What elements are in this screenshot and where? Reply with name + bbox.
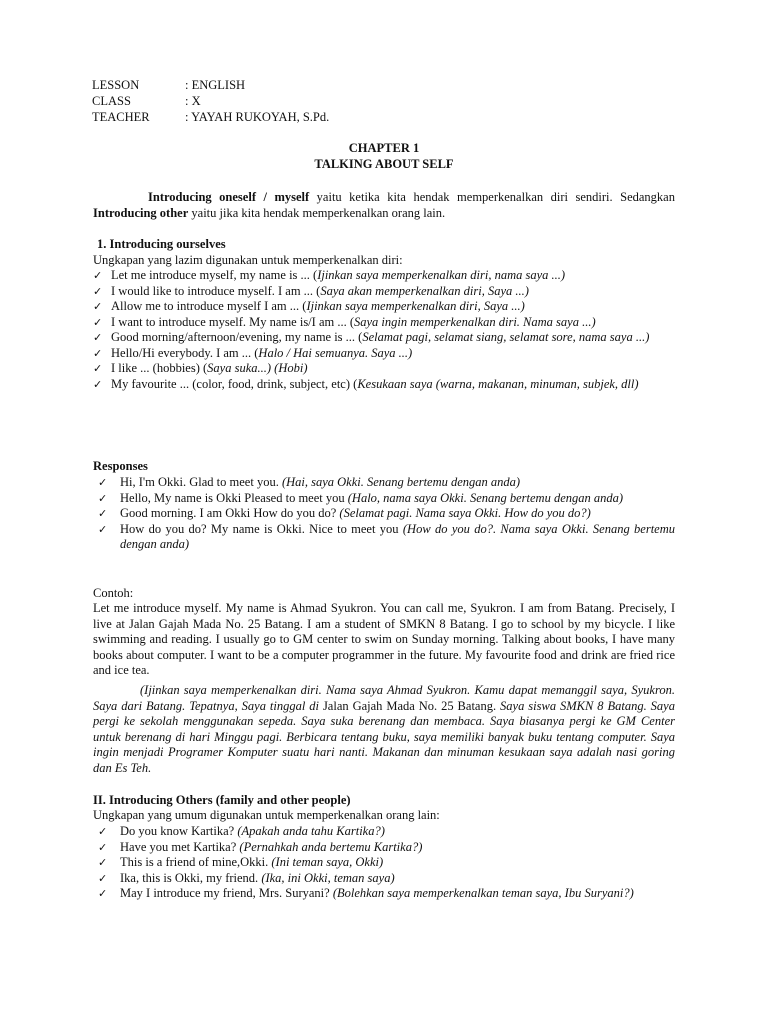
section1-title: 1. Introducing ourselves	[97, 237, 226, 251]
intro-paragraph: Introducing oneself / myself yaitu ketika kita hendak memperkenalkan diri sendiri. Sedangkan Introducing other yaitu jika kita hendak memperkenalkan orang lain.	[93, 190, 675, 220]
check-icon: ✓	[93, 377, 103, 391]
list-item: ✓ Have you met Kartika? (Pernahkah anda bertemu Kartika?)	[98, 839, 423, 854]
section2-list	[93, 824, 675, 902]
check-icon: ✓	[98, 856, 108, 869]
check-icon: ✓	[93, 300, 103, 313]
list-item: ✓ Let me introduce myself, my name is ... (Ijinkan saya memperkenalkan diri, nama saya ...)	[93, 268, 566, 282]
check-icon: ✓	[93, 284, 103, 298]
check-icon: ✓	[93, 362, 103, 375]
section1-list	[93, 268, 675, 392]
list-item: ✓ My favourite ... (color, food, drink, subject, etc) (Kesukaan saya (warna, makanan, minuman, subjek, dll)	[93, 376, 639, 391]
check-icon: ✓	[98, 825, 108, 838]
header-row-teacher: TEACHER : YAYAH RUKOYAH, S.Pd.	[92, 110, 330, 124]
section2-title: II. Introducing Others (family and other people)	[93, 793, 351, 807]
header-row-class: CLASS : X	[92, 94, 201, 108]
example-translation: (Ijinkan saya memperkenalkan diri. Nama saya Ahmad Syukron. Kamu dapat memanggil saya, Syukron. Saya dari Batang. Tepatnya, Saya tinggal di Jalan Gajah Mada No. 25 Batang. Saya siswa SMKN 8 Batang. Saya pergi ke sekolah menggunakan sepeda. Saya suka berenang dan membaca. Saya biasanya pergi ke GM Center untuk berenang di hari Minggu pagi. Berbicara tentang buku, saya memiliki banyak buku tentang computer. Saya ingin menjadi Programer Komputer suatu hari nanti. Makanan dan minuman kesukaan saya adalah nasi goring dan Es Teh.	[93, 683, 675, 775]
responses-title: Responses	[93, 459, 148, 473]
check-icon: ✓	[98, 476, 108, 489]
check-icon: ✓	[93, 315, 103, 329]
list-item: ✓ Good morning/afternoon/evening, my name is ... (Selamat pagi, selamat siang, selamat sore, nama saya ...)	[93, 330, 650, 344]
section2-lead: Ungkapan yang umum digunakan untuk memperkenalkan orang lain:	[93, 808, 440, 822]
check-icon: ✓	[93, 331, 103, 344]
example-english: Let me introduce myself. My name is Ahmad Syukron. You can call me, Syukron. I am from Batang. Precisely, I live at Jalan Gajah Mada No. 25 Batang. I am a student of SMKN 8 Batang. I go to school by my bicycle. I like swimming and reading. I usually go to GM center to swim on Sunday morning. Talking about books, I have many books about computer. I want to be a computer programmer in the future. My favourite food and drink are fried rice and ice tea.	[93, 601, 675, 677]
check-icon: ✓	[98, 522, 108, 536]
check-icon: ✓	[93, 346, 103, 360]
example-label: Contoh:	[93, 586, 134, 600]
list-item: ✓ May I introduce my friend, Mrs. Suryani? (Bolehkan saya memperkenalkan teman saya, Ibu Suryani?)	[98, 886, 634, 900]
list-item: ✓ How do you do? My name is Okki. Nice to meet you (How do you do?. Nama saya Okki. Senang bertemu dengan anda)	[98, 521, 676, 551]
responses-list	[93, 475, 675, 553]
list-item: ✓ Ika, this is Okki, my friend. (Ika, ini Okki, teman saya)	[98, 870, 395, 885]
check-icon: ✓	[98, 871, 108, 885]
list-item: ✓ Hello/Hi everybody. I am ... (Halo / Hai semuanya. Saya ...)	[93, 345, 413, 360]
list-item: ✓ I like ... (hobbies) (Saya suka...) (Hobi)	[93, 361, 308, 375]
list-item: ✓ This is a friend of mine,Okki. (Ini teman saya, Okki)	[98, 855, 384, 869]
list-item: ✓ Allow me to introduce myself I am ... (Ijinkan saya memperkenalkan diri, Saya ...)	[93, 299, 525, 313]
check-icon: ✓	[98, 507, 108, 520]
check-icon: ✓	[93, 269, 103, 282]
check-icon: ✓	[98, 491, 108, 505]
check-icon: ✓	[98, 887, 108, 900]
document-header	[92, 78, 329, 126]
section1-lead: Ungkapan yang lazim digunakan untuk memperkenalkan diri:	[93, 253, 403, 267]
check-icon: ✓	[98, 840, 108, 854]
list-item: ✓ Hi, I'm Okki. Glad to meet you. (Hai, saya Okki. Senang bertemu dengan anda)	[98, 475, 521, 489]
list-item: ✓ Good morning. I am Okki How do you do? (Selamat pagi. Nama saya Okki. How do you do?)	[98, 506, 591, 520]
chapter-number: CHAPTER 1	[348, 141, 420, 155]
list-item: ✓ Do you know Kartika? (Apakah anda tahu Kartika?)	[98, 824, 385, 838]
list-item: ✓ I would like to introduce myself. I am ... (Saya akan memperkenalkan diri, Saya ...)	[93, 283, 529, 298]
list-item: ✓ Hello, My name is Okki Pleased to meet you (Halo, nama saya Okki. Senang bertemu dengan anda)	[98, 490, 624, 505]
list-item: ✓ I want to introduce myself. My name is/I am ... (Saya ingin memperkenalkan diri. Nama saya ...)	[93, 314, 596, 329]
header-row-lesson: LESSON : ENGLISH	[92, 78, 246, 92]
chapter-title: TALKING ABOUT SELF	[314, 157, 454, 171]
